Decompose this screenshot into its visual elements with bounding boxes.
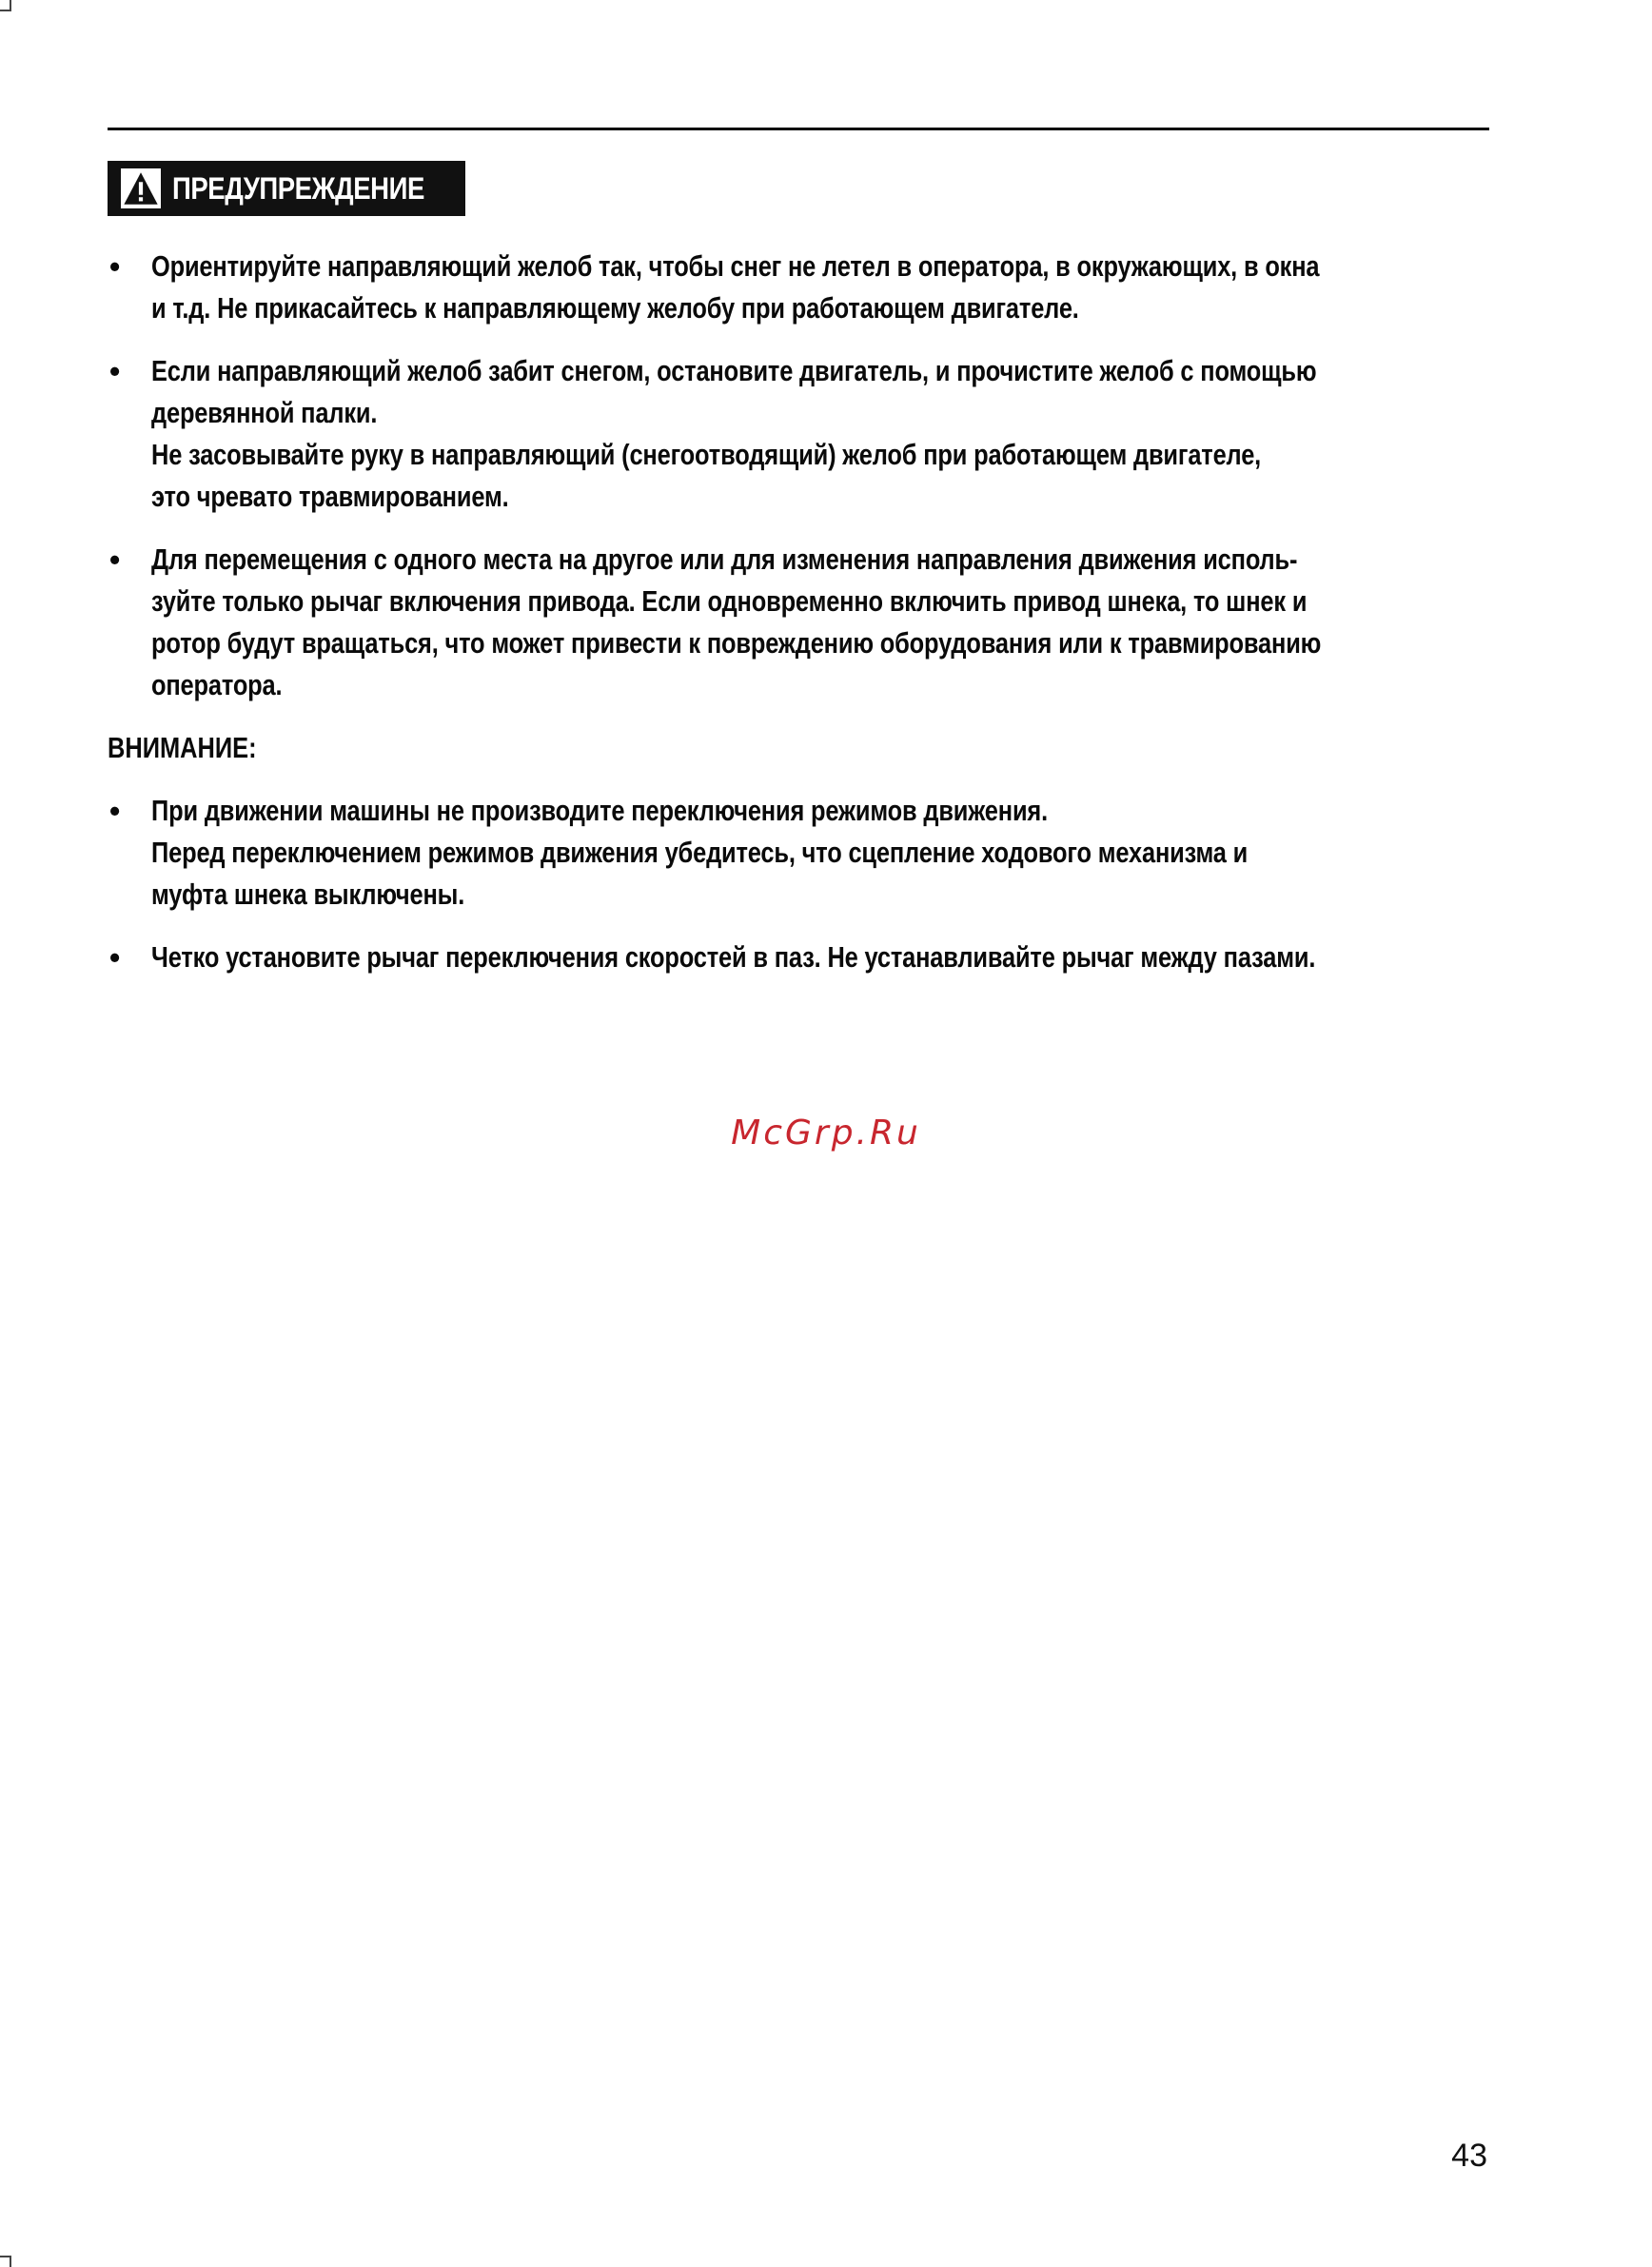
- text-line: ротор будут вращаться, что может привести к повреждению оборудования или к травмированию: [151, 626, 1322, 660]
- list-item: [108, 790, 1491, 916]
- text-line: Для перемещения с одного места на другое или для изменения направления движения исполь-: [151, 542, 1298, 576]
- bullet: •: [109, 940, 121, 975]
- text-line: Ориентируйте направляющий желоб так, чтобы снег не летел в оператора, в окружающих, в окна: [151, 249, 1320, 283]
- crop-mark-top-left: [0, 0, 11, 11]
- text-line: Четко установите рычаг переключения скоростей в паз. Не устанавливайте рычаг между пазами.: [151, 940, 1316, 974]
- bullet: •: [109, 794, 121, 828]
- crop-mark-bottom-left: [0, 2256, 11, 2267]
- caution-heading: ВНИМАНИЕ:: [108, 731, 257, 764]
- list-item: [108, 936, 1491, 978]
- text-line: оператора.: [151, 668, 283, 701]
- text-line: это чревато травмированием.: [151, 480, 509, 513]
- warning-header: [108, 161, 465, 216]
- bullet: •: [109, 249, 121, 284]
- warnings-list: [108, 246, 1491, 706]
- warning-triangle-icon: [121, 165, 161, 212]
- text-line: При движении машины не производите переключения режимов движения.: [151, 794, 1048, 827]
- text-line: Перед переключением режимов движения убедитесь, что сцепление ходового механизма и: [151, 836, 1249, 869]
- bullet: •: [109, 354, 121, 388]
- text-line: зуйте только рычаг включения привода. Если одновременно включить привод шнека, то шнек и: [151, 584, 1308, 618]
- page-number: 43: [1451, 2138, 1487, 2174]
- watermark: McGrp.Ru: [731, 1114, 921, 1153]
- main-content: [108, 246, 1491, 999]
- list-item: [108, 539, 1491, 706]
- text-line: Если направляющий желоб забит снегом, остановите двигатель, и прочистите желоб с помощью: [151, 354, 1317, 387]
- text-line: Не засовывайте руку в направляющий (снегоотводящий) желоб при работающем двигателе,: [151, 438, 1262, 471]
- bullet: •: [109, 542, 121, 577]
- warning-title: ПРЕДУПРЕЖДЕНИЕ: [172, 170, 424, 206]
- text-line: деревянной палки.: [151, 396, 378, 429]
- text-line: муфта шнека выключены.: [151, 877, 465, 911]
- list-item: [108, 246, 1491, 329]
- top-rule: [108, 128, 1489, 130]
- list-item: [108, 350, 1491, 518]
- text-line: и т.д. Не прикасайтесь к направляющему желобу при работающем двигателе.: [151, 291, 1079, 325]
- cautions-list: [108, 790, 1491, 978]
